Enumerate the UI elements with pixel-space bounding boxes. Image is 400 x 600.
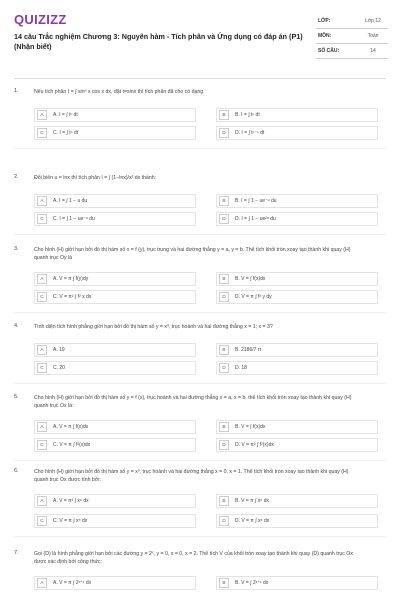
answer-option-d[interactable]: [216, 514, 378, 528]
option-text: D. I = ∫ tⁿ⁻¹ dt: [235, 130, 265, 136]
option-text: C. V = π² ∫ f² x dx: [53, 294, 92, 300]
answer-option-a[interactable]: [34, 108, 196, 122]
answer-option-b[interactable]: [216, 108, 378, 122]
question-text: Nếu tích phân I = ∫ sinⁿ x cos x dx, đặt t=sinx thì tích phân đã cho có dạng: [34, 89, 204, 95]
option-letter: A: [37, 496, 47, 506]
option-text: B. V = ∫ f(x)dx: [235, 276, 266, 282]
answer-option-c[interactable]: [34, 290, 196, 304]
option-letter: A: [37, 196, 47, 206]
answer-option-d[interactable]: [216, 212, 378, 226]
answer-option-c[interactable]: [34, 361, 196, 375]
option-letter: B: [219, 345, 229, 355]
question-divider: [14, 234, 386, 235]
answer-option-d[interactable]: [216, 438, 378, 452]
question-text: Cho hình (H) giới hạn bởi đồ thị hàm số x = f (y), trục trung và hai đường thẳng y = a, y = b. Thể tích khối tròn xoay tạo thành khi quay (H) quanh trục Oy là: [34, 247, 351, 261]
answer-option-a[interactable]: [34, 576, 196, 590]
question-divider: [14, 383, 386, 384]
answer-option-d[interactable]: [216, 290, 378, 304]
option-text: A. V = π ∫ f(x)dx: [53, 424, 89, 430]
header-divider: [14, 78, 386, 79]
answer-option-b[interactable]: [216, 576, 378, 590]
option-text: B. V = ∫ f(x)dx: [235, 424, 266, 430]
answer-option-c[interactable]: [34, 514, 196, 528]
question-number: 3.: [14, 246, 19, 252]
answer-option-c[interactable]: [34, 126, 196, 140]
question-number: 5.: [14, 394, 19, 400]
meta-value: Toán: [367, 33, 379, 39]
option-letter: D: [219, 516, 229, 526]
option-text: D. 18: [235, 365, 247, 371]
page-title: 14 câu Trắc nghiệm Chương 3: Nguyên hàm - Tích phân và Ứng dụng có đáp án (P1) (Nhận biết): [14, 32, 303, 51]
option-text: B. 2186/7 π: [235, 347, 262, 353]
option-letter: D: [219, 363, 229, 373]
question-text: Cho hình (H) giới hạn bởi đồ thị hàm số y = x³, trục hoành và hai đường thẳng x = 0, x = 1. Thể tích khối tròn xoay tạo thành khi quay (H) quanh trục Ox được tính bởi:: [34, 469, 349, 483]
option-letter: D: [219, 292, 229, 302]
option-text: C. V = π ∫ f²(x)dx: [53, 442, 91, 448]
option-letter: C: [37, 440, 47, 450]
option-letter: A: [37, 422, 47, 432]
option-letter: B: [219, 110, 229, 120]
option-letter: B: [219, 196, 229, 206]
option-text: D. V = π ∫ f² y dy: [235, 294, 272, 300]
option-letter: C: [37, 128, 47, 138]
option-letter: B: [219, 496, 229, 506]
option-letter: C: [37, 516, 47, 526]
meta-value: Lớp 12: [365, 18, 381, 24]
answer-option-b[interactable]: [216, 494, 378, 508]
option-text: C. V = π ∫ x⁵ dx: [53, 518, 88, 524]
meta-box: [316, 14, 388, 59]
option-text: A. V = π ∫ 2ˣ⁺¹ dx: [53, 580, 92, 586]
header: [8, 10, 392, 72]
option-letter: A: [37, 110, 47, 120]
question-text: Gọi (D) là hình phẳng giới hạn bởi các đường y = 2ˣ, y = 0, x = 0, x = 2. Thể tích V của khối tròn xoay tạo thành khi quay (D) quanh trục Ox được xác định bởi công thức:: [34, 551, 353, 565]
answer-option-b[interactable]: [216, 272, 378, 286]
option-text: D. V = π² ∫ f²(x)dx: [235, 442, 274, 448]
question-divider: [14, 148, 386, 149]
meta-row-count: [316, 44, 388, 59]
question-text: Tính diện tích hình phẳng giới hạn bởi đồ thị hàm số y = x³, trục hoành và hai đường thẳng x = 1; x = 3?: [34, 324, 273, 330]
question-divider: [14, 312, 386, 313]
option-text: A. V = π ∫ f(y)dy: [53, 276, 89, 282]
logo: QUIZIZZ: [14, 12, 67, 27]
option-text: B. V = π ∫ x⁶ dx: [235, 498, 269, 504]
meta-row-class: [316, 14, 388, 29]
question-number: 2.: [14, 174, 19, 180]
answer-option-c[interactable]: [34, 212, 196, 226]
answer-option-a[interactable]: [34, 494, 196, 508]
option-text: B. I = ∫ 1 − ue⁻ᵘ du: [235, 198, 277, 204]
option-letter: C: [37, 292, 47, 302]
meta-label: SỐ CÂU:: [318, 48, 340, 54]
answer-option-b[interactable]: [216, 343, 378, 357]
option-letter: B: [219, 578, 229, 588]
option-text: C. I = ∫ tⁿ dt: [53, 130, 79, 136]
option-letter: D: [219, 214, 229, 224]
question-number: 7.: [14, 550, 19, 556]
option-text: C. 20: [53, 365, 65, 371]
question-text: Cho hình (H) giới hạn bởi đồ thị hàm số y = f (x), trục hoành và hai đường thẳng x = a, x = b. thể tích khối tròn xoay tạo thành khi quay (H) quanh trục Ox là:: [34, 395, 352, 409]
question-number: 6.: [14, 468, 19, 474]
question-divider: [14, 536, 386, 537]
question-number: 4.: [14, 323, 19, 329]
option-text: A. I = ∫ tⁿ dt: [53, 112, 78, 118]
option-letter: C: [37, 214, 47, 224]
option-letter: D: [219, 440, 229, 450]
meta-label: LỚP:: [318, 18, 331, 24]
option-letter: C: [37, 363, 47, 373]
answer-option-d[interactable]: [216, 126, 378, 140]
option-letter: B: [219, 274, 229, 284]
question-divider: [14, 460, 386, 461]
answer-option-b[interactable]: [216, 420, 378, 434]
option-text: A. V = π² ∫ x⁶ dx: [53, 498, 89, 504]
option-text: D. I = ∫ 1 − ue²ᵘ du: [235, 216, 276, 222]
option-letter: A: [37, 345, 47, 355]
option-text: B. I = ∫ tⁿ dt: [235, 112, 260, 118]
question-text: Đổi biến u = lnx thì tích phân I = ∫ (1−lnx)/x² dx thành:: [34, 175, 157, 181]
option-text: B. V = ∫ 2ˣ⁺¹ dx: [235, 580, 269, 586]
option-letter: D: [219, 128, 229, 138]
option-text: C. I = ∫ 1 − ue⁻ᵘ du: [53, 216, 95, 222]
option-letter: A: [37, 274, 47, 284]
answer-option-c[interactable]: [34, 438, 196, 452]
answer-option-a[interactable]: [34, 343, 196, 357]
option-text: D. V = π ∫ x⁶ dx: [235, 518, 270, 524]
meta-value: 14: [370, 48, 376, 54]
answer-option-b[interactable]: [216, 194, 378, 208]
option-letter: A: [37, 578, 47, 588]
option-text: A. I = ∫ 1 − u du: [53, 198, 88, 204]
answer-option-a[interactable]: [34, 194, 196, 208]
meta-label: MÔN:: [318, 33, 332, 39]
option-text: A. 19: [53, 347, 65, 353]
answer-option-a[interactable]: [34, 420, 196, 434]
answer-option-a[interactable]: [34, 272, 196, 286]
question-number: 1.: [14, 88, 19, 94]
answer-option-d[interactable]: [216, 361, 378, 375]
option-letter: B: [219, 422, 229, 432]
meta-row-subject: [316, 29, 388, 44]
